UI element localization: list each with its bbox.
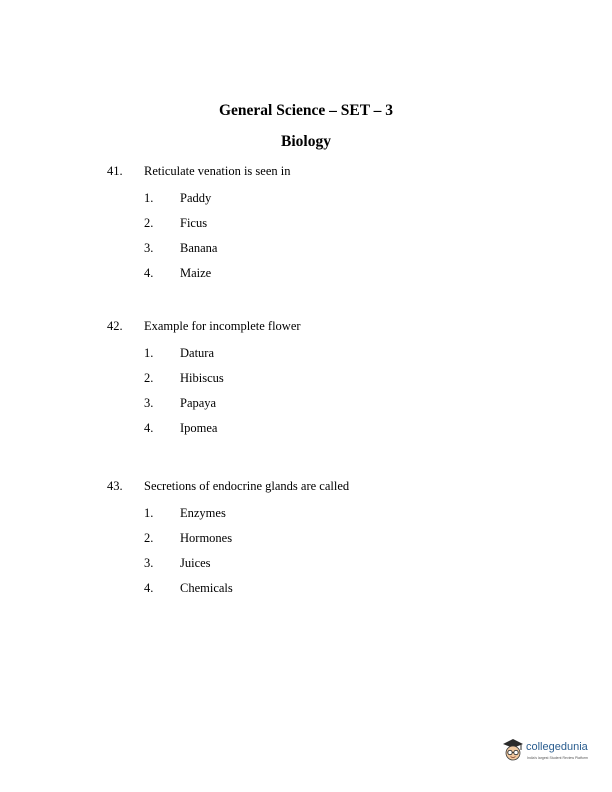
question-text: Example for incomplete flower xyxy=(144,319,301,333)
option-number: 2. xyxy=(144,531,154,545)
option-number: 1. xyxy=(144,191,154,205)
logo-wordmark: collegedunia xyxy=(526,741,588,753)
option-text: Maize xyxy=(180,266,212,280)
option-text: Juices xyxy=(180,556,211,570)
option-item xyxy=(0,216,612,241)
option-number: 2. xyxy=(144,216,154,230)
option-item xyxy=(0,191,612,216)
option-item xyxy=(0,581,612,606)
option-item xyxy=(0,266,612,291)
question-header xyxy=(0,479,612,495)
option-item xyxy=(0,506,612,531)
question-number: 41. xyxy=(107,164,123,178)
question-header xyxy=(0,164,612,180)
option-text: Paddy xyxy=(180,191,212,205)
option-text: Chemicals xyxy=(180,581,233,595)
graduate-mascot-icon xyxy=(502,738,524,762)
page-title: General Science – SET – 3 xyxy=(218,102,394,119)
logo-tagline: India's largest Student Review Platform xyxy=(527,756,588,760)
option-number: 1. xyxy=(144,346,154,360)
page-subtitle: Biology xyxy=(281,133,331,150)
option-number: 3. xyxy=(144,396,154,410)
question-number: 43. xyxy=(107,479,123,493)
option-text: Ficus xyxy=(180,216,208,230)
option-item xyxy=(0,531,612,556)
option-item xyxy=(0,396,612,421)
option-number: 4. xyxy=(144,581,154,595)
option-number: 2. xyxy=(144,371,154,385)
option-number: 3. xyxy=(144,241,154,255)
option-list xyxy=(0,506,612,606)
option-item xyxy=(0,556,612,581)
question-42 xyxy=(0,319,612,446)
option-item xyxy=(0,421,612,446)
question-43 xyxy=(0,479,612,606)
option-text: Ipomea xyxy=(180,421,218,435)
option-text: Banana xyxy=(180,241,218,255)
option-number: 1. xyxy=(144,506,154,520)
option-text: Hibiscus xyxy=(180,371,224,385)
question-41 xyxy=(0,164,612,291)
option-number: 3. xyxy=(144,556,154,570)
option-number: 4. xyxy=(144,421,154,435)
question-text: Reticulate venation is seen in xyxy=(144,164,291,178)
option-item xyxy=(0,371,612,396)
option-item xyxy=(0,241,612,266)
option-text: Enzymes xyxy=(180,506,226,520)
question-number: 42. xyxy=(107,319,123,333)
option-item xyxy=(0,346,612,371)
option-text: Papaya xyxy=(180,396,217,410)
option-number: 4. xyxy=(144,266,154,280)
option-list xyxy=(0,191,612,291)
option-text: Hormones xyxy=(180,531,233,545)
option-list xyxy=(0,346,612,446)
collegedunia-logo xyxy=(502,738,610,768)
question-text: Secretions of endocrine glands are called xyxy=(144,479,350,493)
option-text: Datura xyxy=(180,346,215,360)
question-header xyxy=(0,319,612,335)
